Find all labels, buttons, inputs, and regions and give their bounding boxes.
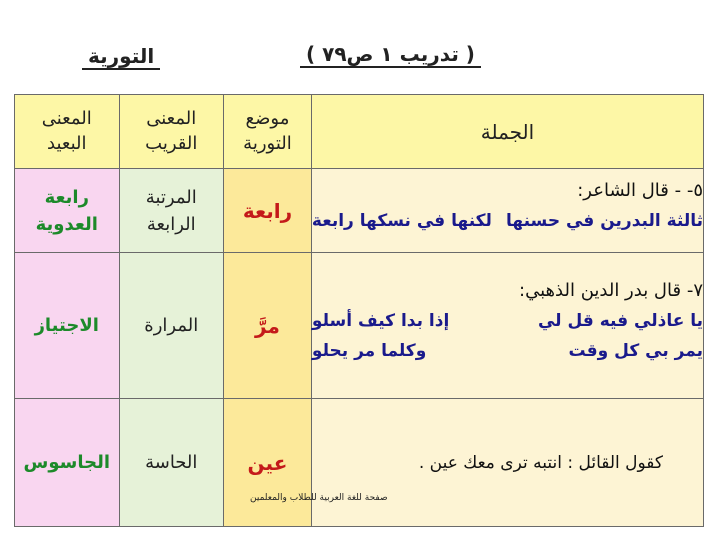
table-row: [15, 253, 704, 399]
far-meaning-cell: رابعة العدوية: [15, 169, 120, 253]
place-cell: رابعة: [224, 169, 312, 253]
header-near-meaning: المعنى القريب: [119, 95, 223, 169]
exercise-title: ( تدريب ١ ص٧٩ ): [300, 42, 481, 66]
verse-line: يمر بي كل وقت وكلما مر يحلو: [311, 341, 703, 361]
near-meaning-cell: المرارة: [119, 253, 223, 399]
verse-line: يا عاذلي فيه قل لي إذا بدا كيف أسلو: [311, 311, 703, 331]
sentence-text: كقول القائل : انتبه ترى معك عين .: [418, 452, 663, 473]
header-place: موضع التورية: [224, 95, 312, 169]
table-header-row: [15, 95, 704, 169]
near-meaning-cell: الحاسة: [119, 399, 223, 527]
verse-line: ثالثة البدرين في حسنها لكنها في نسكها رابعة: [311, 211, 703, 231]
header-sentence: الجملة: [311, 95, 703, 169]
topic-title: التورية: [82, 44, 160, 68]
place-cell: عين: [224, 399, 312, 527]
sentence-cell: [311, 253, 703, 399]
header-far-meaning: المعنى البعيد: [15, 95, 120, 169]
sentence-intro: ٧- قال بدر الدين الذهبي:: [519, 280, 703, 301]
tawriya-table: [14, 94, 704, 527]
table-row: [15, 399, 704, 527]
table-row: [15, 169, 704, 253]
footer-credit: صفحة للغة العربية للطلاب والمعلمين: [250, 493, 388, 503]
far-meaning-cell: الجاسوس: [15, 399, 120, 527]
sentence-cell: [311, 399, 703, 527]
near-meaning-cell: المرتبة الرابعة: [119, 169, 223, 253]
sentence-intro: ٥- - قال الشاعر:: [577, 180, 703, 201]
place-cell: مرَّ: [224, 253, 312, 399]
far-meaning-cell: الاجتياز: [15, 253, 120, 399]
sentence-cell: [311, 169, 703, 253]
